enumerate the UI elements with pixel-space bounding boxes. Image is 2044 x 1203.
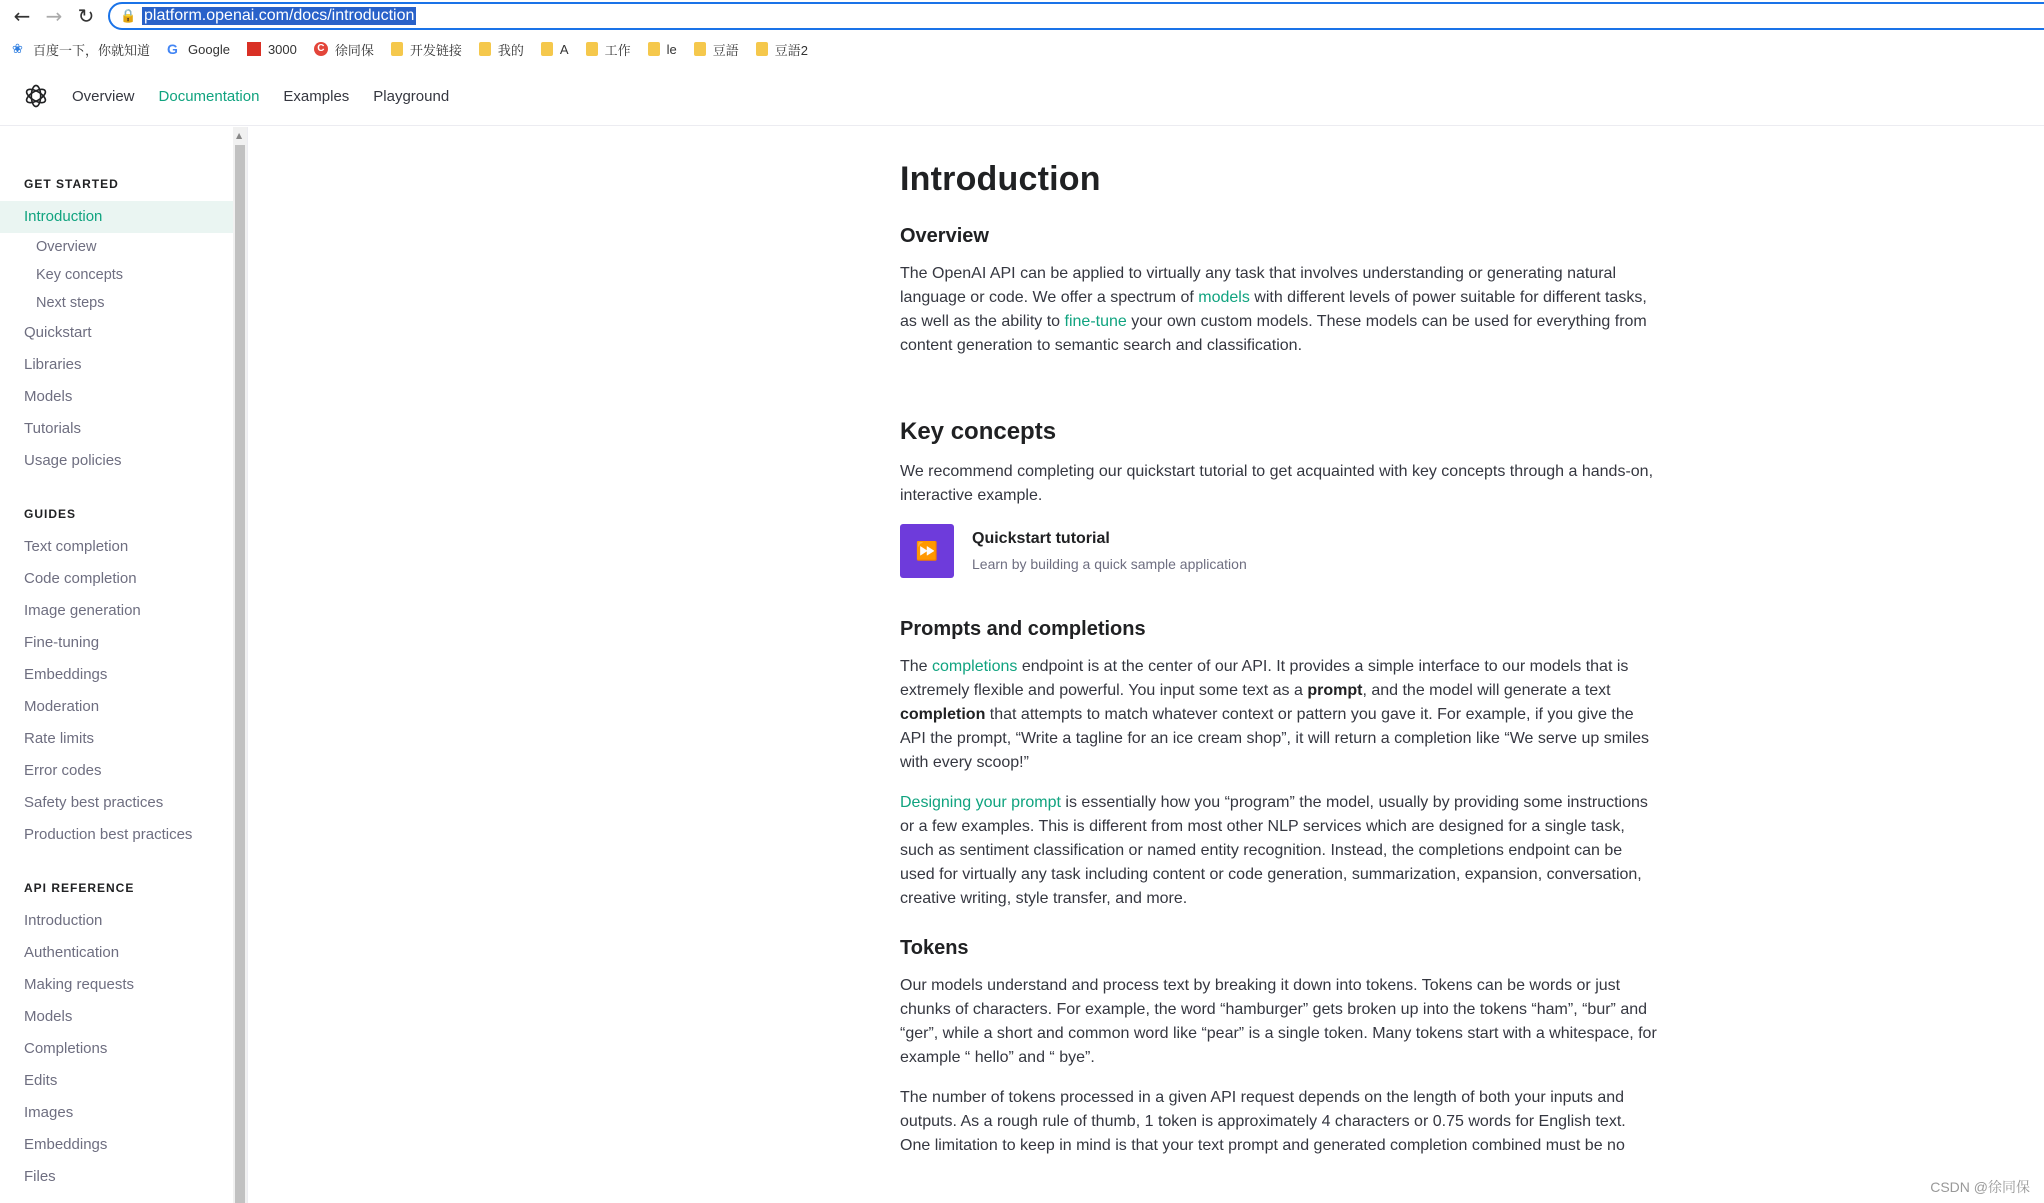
sidebar-item-fine-tuning[interactable]: Fine-tuning — [24, 634, 100, 651]
nav-playground[interactable]: Playground — [373, 88, 450, 105]
reload-icon[interactable]: ↻ — [77, 4, 95, 28]
folder-icon — [391, 42, 403, 56]
sidebar-item-images[interactable]: Images — [24, 1104, 74, 1121]
bookmark-item[interactable] — [586, 40, 631, 59]
lock-icon: 🔒 — [120, 9, 137, 24]
bookmark-label: 开发链接 — [409, 42, 462, 58]
top-nav — [72, 88, 473, 105]
site-header — [0, 66, 2044, 126]
sidebar-item-tutorials[interactable]: Tutorials — [24, 420, 81, 437]
designing-prompt-link[interactable]: Designing your prompt — [900, 794, 1061, 811]
prompts-paragraph-1: The completions endpoint is at the center of our API. It provides a simple interface to our models that is extremely flexible and powerful. You input some text as a prompt, and the model will generate a text completion that attempts to match whatever context or pattern you gave it. For example, if you give the API the prompt, “Write a tagline for an ice cream shop”, it will return a completion like “We serve up smiles with every scoop!” — [900, 658, 1650, 771]
folder-icon — [541, 42, 553, 56]
bookmark-label: le — [666, 41, 677, 57]
sidebar-item-introduction[interactable]: Introduction — [24, 912, 103, 929]
nav-documentation[interactable]: Documentation — [158, 88, 260, 105]
sidebar-item-making-requests[interactable]: Making requests — [24, 976, 135, 993]
bookmark-item[interactable] — [247, 42, 297, 57]
bookmark-item[interactable] — [648, 42, 677, 57]
sidebar-divider — [247, 127, 248, 1203]
folder-icon — [756, 42, 768, 56]
bookmark-label: A — [559, 41, 569, 57]
sidebar-item-libraries[interactable]: Libraries — [24, 356, 82, 373]
sidebar-item-models[interactable]: Models — [24, 1008, 73, 1025]
nav-examples[interactable]: Examples — [283, 88, 350, 105]
watermark: CSDN @徐同保 — [1930, 1179, 2030, 1195]
bookmark-item[interactable] — [167, 42, 230, 57]
tokens-heading: Tokens — [900, 937, 969, 959]
sidebar-item-quickstart[interactable]: Quickstart — [24, 324, 92, 341]
forward-icon[interactable]: → — [45, 4, 63, 28]
sidebar-section-title: GUIDES — [24, 507, 77, 521]
quickstart-card[interactable] — [900, 524, 1660, 578]
sidebar-item-error-codes[interactable]: Error codes — [24, 762, 102, 779]
bookmark-item[interactable] — [756, 40, 808, 59]
tokens-paragraph-2: The number of tokens processed in a given API request depends on the length of both your inputs and outputs. As a rough rule of thumb, 1 token is approximately 4 characters or 0.75 words for English text. One limitation to keep in mind is that your text prompt and generated completion combined must be no — [900, 1089, 1626, 1154]
url-text[interactable]: platform.openai.com/docs/introduction — [144, 7, 415, 24]
bookmark-item[interactable] — [314, 40, 374, 59]
scroll-thumb[interactable] — [235, 145, 245, 1203]
fast-forward-icon: ⏩ — [900, 524, 954, 578]
folder-icon — [648, 42, 660, 56]
bookmark-label: 豆語2 — [774, 42, 808, 58]
page-title: Introduction — [900, 160, 1101, 198]
bookmark-label: 工作 — [604, 42, 631, 58]
bookmark-label: 3000 — [267, 41, 297, 57]
address-bar[interactable] — [108, 2, 2044, 30]
scroll-up-icon[interactable]: ▲ — [236, 131, 243, 140]
sidebar-item-usage-policies[interactable]: Usage policies — [24, 452, 122, 469]
folder-icon — [586, 42, 598, 56]
quickstart-card-title[interactable]: Quickstart tutorial — [972, 530, 1110, 547]
prompts-paragraph-2: Designing your prompt is essentially how you “program” the model, usually by providing some instructions or a few examples. This is different from most other NLP services which are designed for a single task, such as sentiment classification or named entity recognition. Instead, the completions endpoint can be used for virtually any task including content or code generation, summarization, expansion, conversation, creative writing, style transfer, and more. — [900, 794, 1648, 907]
sidebar-section-title: API REFERENCE — [24, 881, 135, 895]
docs-sidebar — [0, 127, 233, 1203]
sidebar-item-embeddings[interactable]: Embeddings — [24, 666, 108, 683]
models-link[interactable]: models — [1198, 289, 1250, 306]
sidebar-scrollbar[interactable] — [233, 127, 247, 1203]
bookmark-label: 我的 — [497, 42, 524, 58]
bookmark-label: 百度一下，你就知道 — [33, 42, 151, 58]
completions-link[interactable]: completions — [932, 658, 1018, 675]
sidebar-item-safety-best-practices[interactable]: Safety best practices — [24, 794, 164, 811]
bookmark-item[interactable] — [479, 40, 524, 59]
sidebar-item-edits[interactable]: Edits — [24, 1072, 58, 1089]
key-concepts-heading: Key concepts — [900, 418, 1057, 445]
sidebar-item-files[interactable]: Files — [24, 1168, 56, 1185]
sidebar-item-completions[interactable]: Completions — [24, 1040, 108, 1057]
sidebar-item-authentication[interactable]: Authentication — [24, 944, 120, 961]
google-icon: G — [167, 41, 178, 57]
browser-toolbar — [0, 0, 2044, 32]
tokens-paragraph-1: Our models understand and process text by breaking it down into tokens. Tokens can be words or just chunks of characters. For example, the word “hamburger” gets broken up into the tokens “ham”, “bur” and “ger”, while a short and common word like “pear” is a single token. Many tokens start with a whitespace, for example “ hello” and “ bye”. — [900, 977, 1657, 1066]
bookmark-label: 徐同保 — [334, 42, 374, 58]
sidebar-item-rate-limits[interactable]: Rate limits — [24, 730, 95, 747]
sidebar-item-introduction[interactable]: Introduction — [0, 201, 233, 233]
folder-icon — [694, 42, 706, 56]
bookmark-item[interactable] — [541, 42, 569, 57]
bookmark-item[interactable] — [12, 40, 150, 59]
bookmarks-bar — [0, 36, 2044, 62]
sidebar-subitem-key-concepts[interactable]: Key concepts — [36, 267, 124, 283]
folder-icon — [479, 42, 491, 56]
sidebar-item-code-completion[interactable]: Code completion — [24, 570, 137, 587]
red-icon — [247, 42, 261, 56]
sidebar-subitem-overview[interactable]: Overview — [36, 239, 97, 255]
sidebar-item-text-completion[interactable]: Text completion — [24, 538, 129, 555]
sidebar-item-moderation[interactable]: Moderation — [24, 698, 100, 715]
sidebar-item-models[interactable]: Models — [24, 388, 73, 405]
overview-heading: Overview — [900, 225, 989, 247]
key-concepts-paragraph: We recommend completing our quickstart tutorial to get acquainted with key concepts through a hands-on, interactive example. — [900, 463, 1654, 504]
bookmark-item[interactable] — [391, 40, 462, 59]
sidebar-item-production-best-practices[interactable]: Production best practices — [24, 826, 193, 843]
bookmark-item[interactable] — [694, 40, 739, 59]
baidu-icon: ❀ — [12, 41, 23, 56]
prompts-heading: Prompts and completions — [900, 618, 1146, 640]
sidebar-section-title: GET STARTED — [24, 177, 119, 191]
back-icon[interactable]: ← — [13, 4, 31, 28]
fine-tune-link[interactable]: fine-tune — [1064, 313, 1127, 330]
sidebar-item-image-generation[interactable]: Image generation — [24, 602, 141, 619]
bookmark-label: Google — [188, 41, 230, 57]
sidebar-subitem-next-steps[interactable]: Next steps — [36, 295, 105, 311]
sidebar-item-embeddings[interactable]: Embeddings — [24, 1136, 108, 1153]
bookmark-label: 豆語 — [712, 42, 739, 58]
csdn-icon: C — [314, 42, 328, 56]
overview-paragraph: The OpenAI API can be applied to virtually any task that involves understanding or generating natural language or code. We offer a spectrum of models with different levels of power suitable for different tasks, as well as the ability to fine-tune your own custom models. These models can be used for everything from content generation to semantic search and classification. — [900, 265, 1647, 354]
openai-logo-icon[interactable] — [22, 82, 50, 110]
quickstart-card-subtitle: Learn by building a quick sample application — [972, 556, 1247, 572]
nav-overview[interactable]: Overview — [72, 88, 135, 105]
main-content — [900, 160, 1660, 1174]
